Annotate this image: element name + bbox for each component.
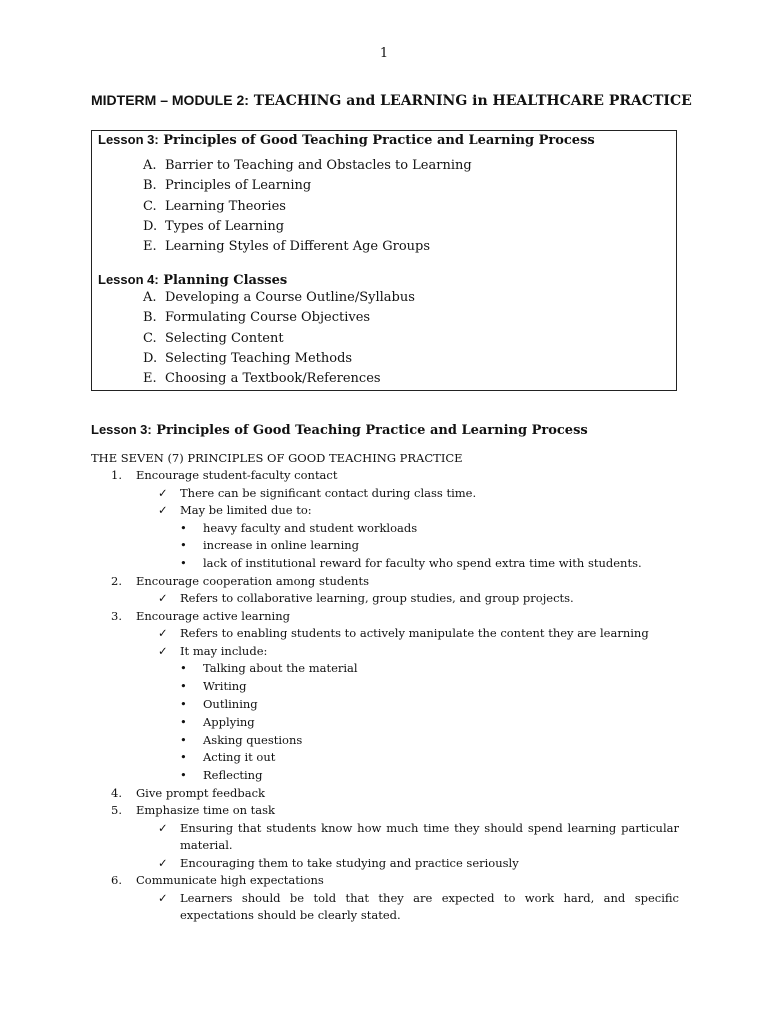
item-text: Principles of Learning [165, 178, 312, 194]
lesson4-overview-item [92, 331, 662, 351]
checkmark-icon: ✓ [158, 591, 168, 606]
check-item [91, 625, 679, 643]
check-text: There can be significant contact during class time. [180, 485, 477, 500]
bullet-icon: • [180, 556, 187, 571]
lesson4-overview-item [92, 351, 662, 371]
checkmark-icon: ✓ [158, 626, 168, 641]
principle-text: Give prompt feedback [136, 785, 266, 800]
principles-heading: THE SEVEN (7) PRINCIPLES OF GOOD TEACHING PRACTICE [91, 451, 463, 465]
module-title-prefix: MIDTERM – MODULE 2: [91, 92, 249, 108]
lesson4-overview-item [92, 290, 662, 310]
check-text: Refers to collaborative learning, group studies, and group projects. [180, 591, 574, 606]
item-letter: B. [143, 178, 157, 194]
principle-text: Encourage student-faculty contact [136, 468, 338, 482]
lesson-overview-box [91, 130, 677, 391]
bullet-icon: • [180, 750, 187, 765]
check-text: Learners should be told that they are expected to work hard, and specific expectations should be clearly stated. [180, 890, 679, 923]
bullet-text: Reflecting [203, 768, 263, 783]
check-text: Encouraging them to take studying and practice seriously [180, 855, 519, 870]
lesson3-overview-item [92, 199, 662, 219]
checkmark-icon: ✓ [158, 485, 168, 500]
item-letter: E. [143, 371, 157, 387]
principle-number: 3. [111, 608, 122, 623]
bullet-text: Asking questions [203, 732, 303, 747]
principle-item [91, 872, 679, 890]
item-text: Formulating Course Objectives [165, 310, 371, 326]
checkmark-icon: ✓ [158, 855, 168, 870]
lesson4-overview-title: Planning Classes [163, 273, 288, 288]
item-letter: E. [143, 239, 157, 255]
bullet-item [91, 555, 679, 573]
principle-number: 1. [111, 468, 122, 482]
lesson4-overview-item [92, 371, 662, 391]
item-text: Selecting Teaching Methods [165, 350, 353, 366]
lesson3-overview-item [92, 239, 662, 259]
principle-text: Communicate high expectations [136, 873, 324, 888]
principle-text: Encourage active learning [136, 608, 290, 623]
lesson3-overview-heading [98, 132, 595, 148]
check-text: Ensuring that students know how much time they should spend learning particular material. [180, 820, 679, 853]
item-letter: C. [143, 330, 157, 346]
bullet-icon: • [180, 732, 187, 747]
bullet-icon: • [180, 661, 187, 676]
check-item [91, 590, 679, 608]
lesson3-section-label: Lesson 3: [91, 422, 152, 437]
lesson3-overview-item [92, 178, 662, 198]
principle-number: 5. [111, 803, 122, 818]
principle-text: Emphasize time on task [136, 803, 276, 818]
principle-item [91, 785, 679, 803]
lesson3-section-heading [91, 422, 588, 438]
bullet-text: lack of institutional reward for faculty who spend extra time with students. [203, 556, 642, 571]
bullet-icon: • [180, 679, 187, 694]
checkmark-icon: ✓ [158, 643, 168, 658]
item-text: Barrier to Teaching and Obstacles to Learning [165, 158, 472, 173]
principles-list [91, 467, 679, 925]
principle-item [91, 573, 679, 591]
bullet-text: Writing [203, 679, 247, 694]
lesson3-overview-item [92, 158, 662, 178]
check-item [91, 643, 679, 661]
principle-number: 4. [111, 785, 122, 800]
check-item [91, 890, 679, 925]
bullet-icon: • [180, 696, 187, 711]
bullet-icon: • [180, 714, 187, 729]
lesson4-overview-item [92, 310, 662, 330]
item-text: Learning Styles of Different Age Groups [165, 239, 431, 255]
check-text: Refers to enabling students to actively manipulate the content they are learning [180, 626, 649, 641]
principle-number: 6. [111, 873, 122, 888]
item-letter: A. [143, 290, 157, 305]
item-text: Types of Learning [165, 218, 285, 234]
lesson3-overview-title: Principles of Good Teaching Practice and Learning Process [163, 133, 595, 148]
bullet-item [91, 732, 679, 750]
bullet-icon: • [180, 520, 187, 535]
item-text: Choosing a Textbook/References [165, 371, 381, 387]
bullet-text: Acting it out [203, 750, 276, 765]
bullet-text: increase in online learning [203, 538, 360, 553]
principle-text: Encourage cooperation among students [136, 573, 369, 588]
checkmark-icon: ✓ [158, 890, 168, 905]
bullet-icon: • [180, 768, 187, 783]
checkmark-icon: ✓ [158, 820, 168, 835]
check-text: It may include: [180, 643, 268, 658]
module-title [91, 92, 691, 109]
check-text: May be limited due to: [180, 503, 312, 517]
bullet-item [91, 678, 679, 696]
check-item [91, 502, 679, 520]
bullet-item [91, 767, 679, 785]
bullet-item [91, 714, 679, 732]
item-letter: C. [143, 198, 157, 214]
check-item [91, 855, 679, 873]
checkmark-icon: ✓ [158, 503, 168, 517]
principle-item [91, 467, 679, 485]
module-title-main: TEACHING and LEARNING in HEALTHCARE PRACTICE [253, 93, 692, 109]
principle-item [91, 608, 679, 626]
principle-number: 2. [111, 573, 122, 588]
item-letter: B. [143, 310, 157, 326]
item-letter: D. [143, 218, 158, 234]
lesson3-section-title: Principles of Good Teaching Practice and Learning Process [156, 423, 588, 438]
bullet-text: Outlining [203, 696, 258, 711]
bullet-icon: • [180, 538, 187, 553]
item-text: Developing a Course Outline/Syllabus [165, 290, 415, 305]
check-item [91, 820, 679, 855]
bullet-item [91, 660, 679, 678]
principle-item [91, 802, 679, 820]
bullet-item [91, 696, 679, 714]
lesson4-overview-label: Lesson 4: [98, 272, 159, 287]
bullet-text: heavy faculty and student workloads [203, 520, 418, 535]
bullet-text: Applying [203, 714, 255, 729]
bullet-item [91, 520, 679, 538]
lesson3-overview-item [92, 219, 662, 239]
bullet-text: Talking about the material [203, 661, 358, 676]
check-item [91, 485, 679, 503]
item-text: Learning Theories [165, 198, 286, 214]
page-number: 1 [379, 46, 389, 61]
lesson4-overview-list [92, 290, 662, 391]
item-letter: A. [143, 158, 157, 173]
item-text: Selecting Content [165, 330, 284, 346]
item-letter: D. [143, 350, 158, 366]
lesson3-overview-list [92, 158, 662, 259]
lesson4-overview-heading [98, 272, 287, 288]
bullet-item [91, 749, 679, 767]
bullet-item [91, 537, 679, 555]
lesson3-overview-label: Lesson 3: [98, 132, 159, 147]
